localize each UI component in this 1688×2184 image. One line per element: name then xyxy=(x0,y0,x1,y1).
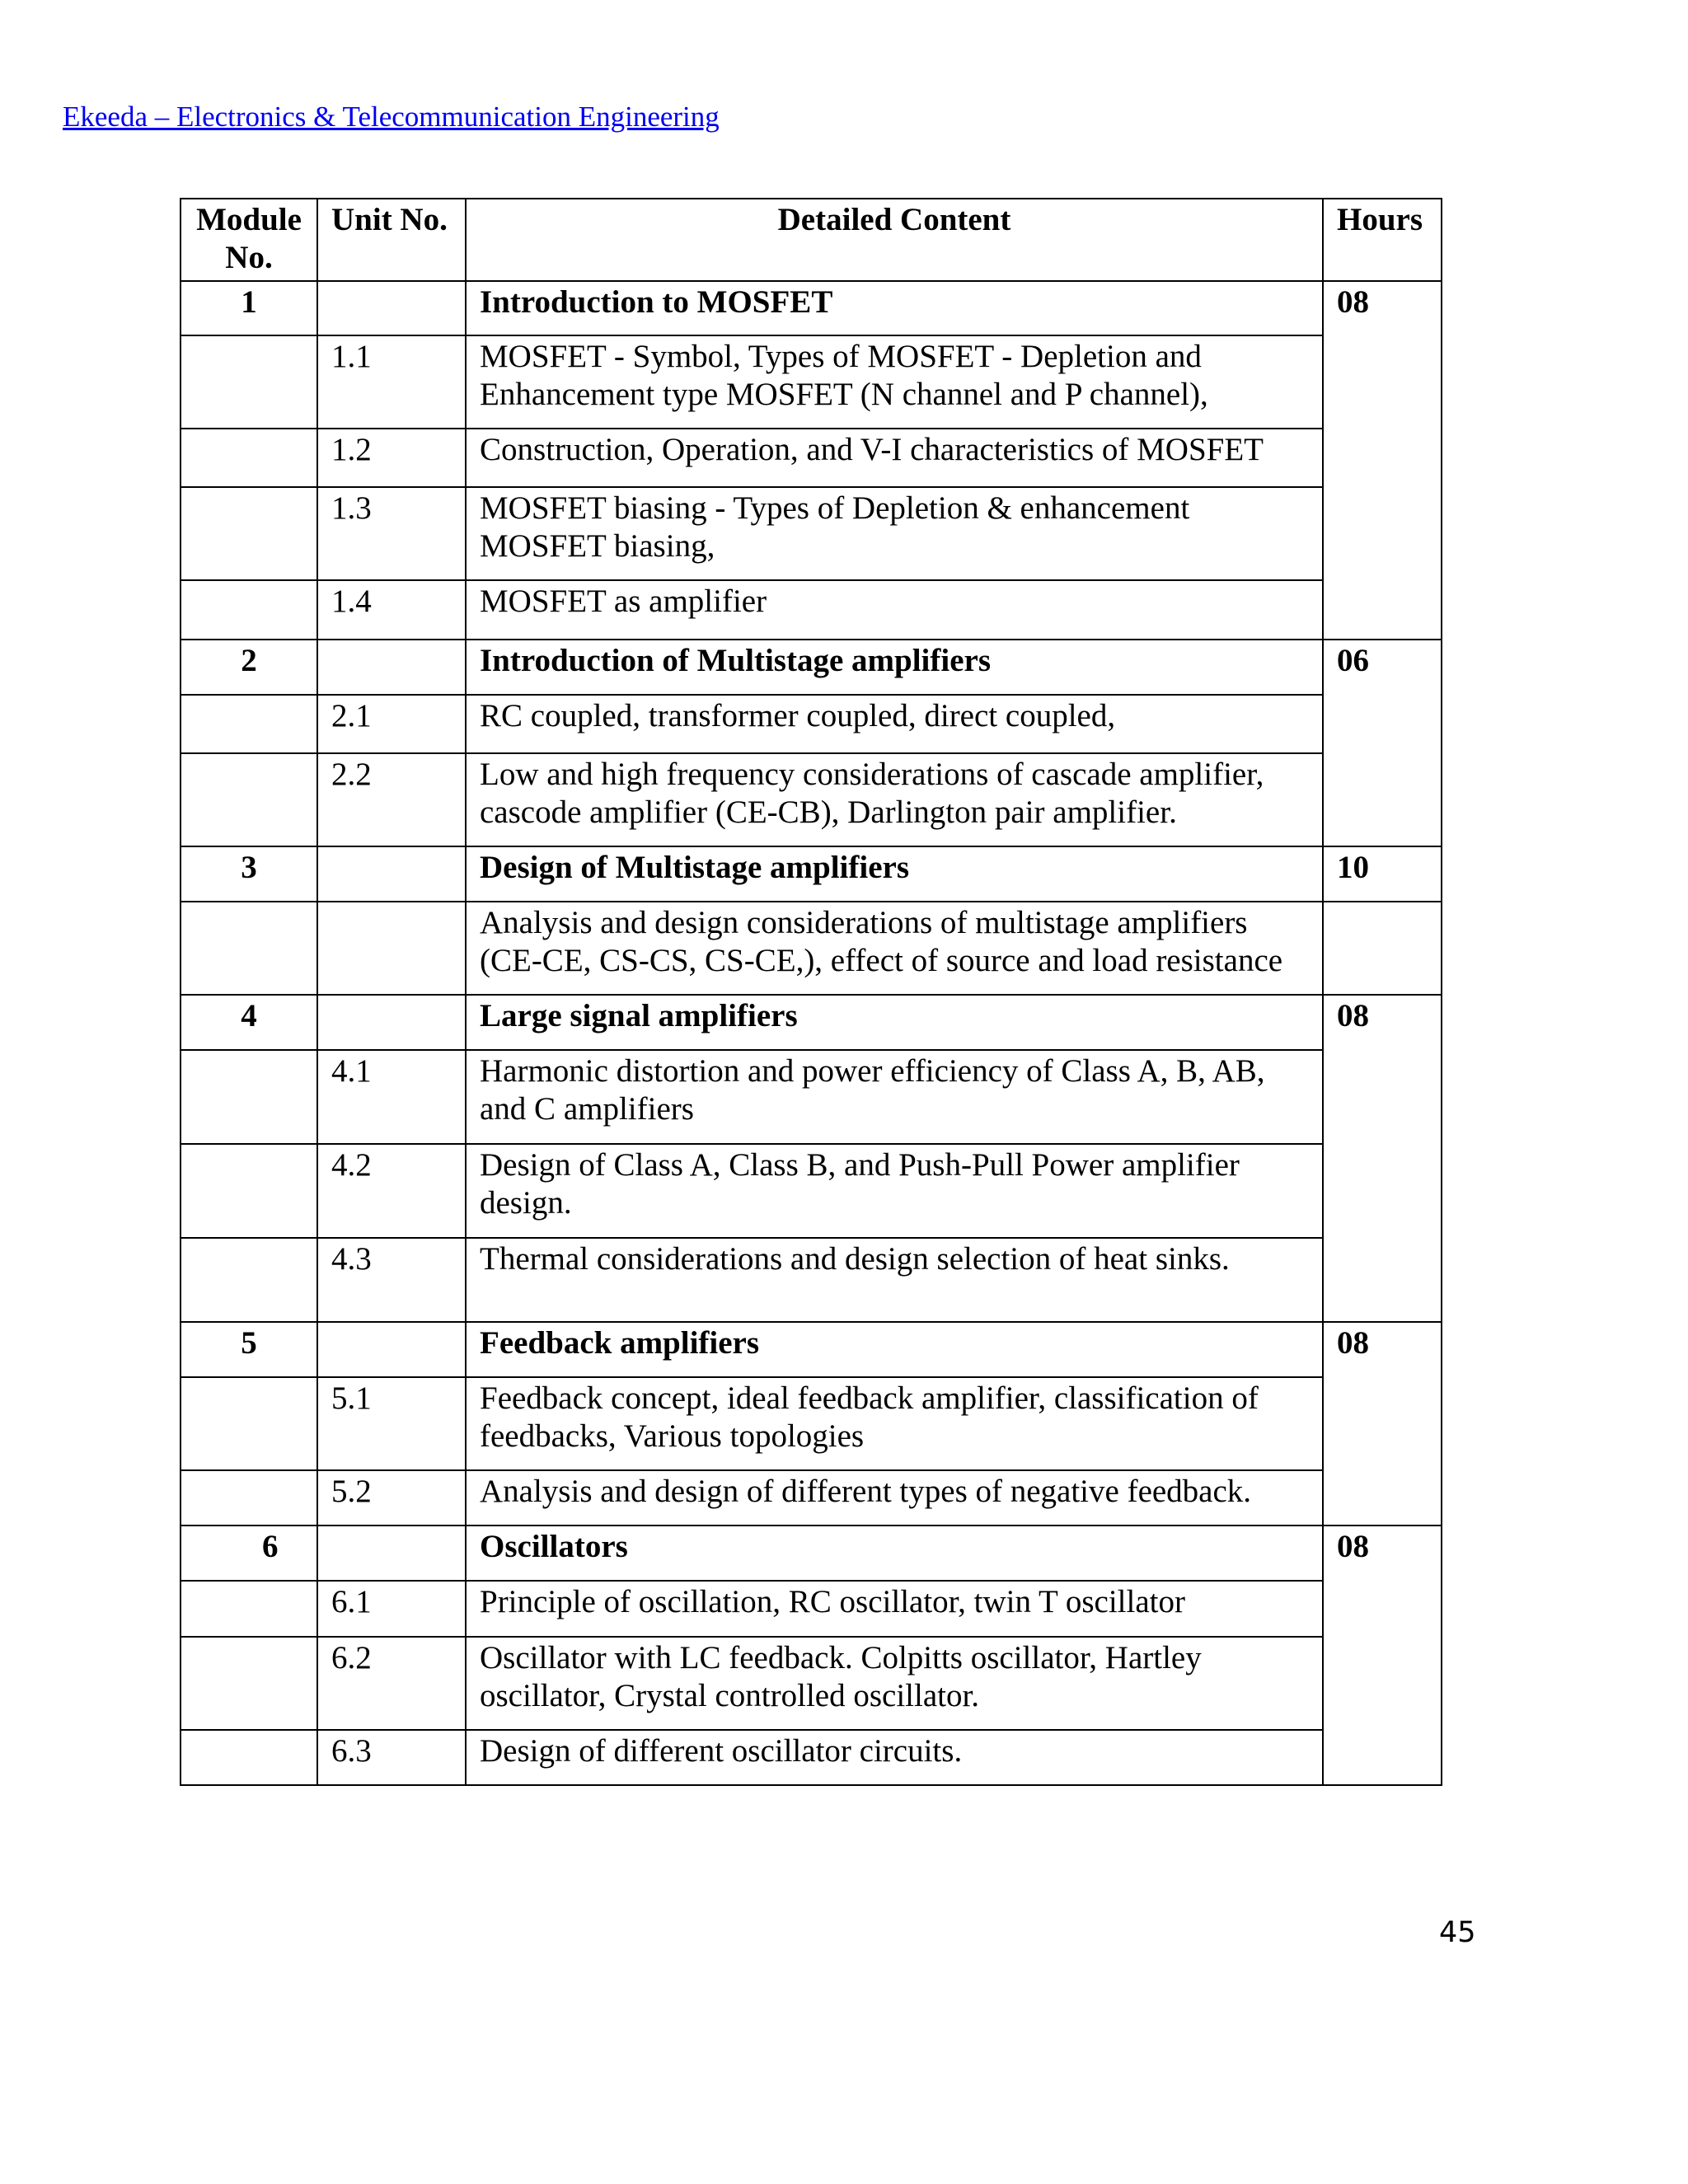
module-title: Large signal amplifiers xyxy=(466,995,1323,1050)
unit-row xyxy=(181,1238,1442,1322)
unit-number: 5.1 xyxy=(317,1377,466,1470)
unit-number: 4.3 xyxy=(317,1238,466,1322)
unit-number: 6.2 xyxy=(317,1637,466,1730)
module-hours: 08 xyxy=(1323,1526,1442,1785)
module-number xyxy=(181,1637,317,1730)
module-number: 3 xyxy=(181,846,317,902)
header-hours: Hours xyxy=(1323,199,1442,281)
unit-row xyxy=(181,1581,1442,1637)
module-hours: 10 xyxy=(1323,846,1442,902)
module-title: Feedback amplifiers xyxy=(466,1322,1323,1377)
unit-content: RC coupled, transformer coupled, direct coupled, xyxy=(466,695,1323,753)
unit-content: Analysis and design of different types of negative feedback. xyxy=(466,1470,1323,1526)
unit-row xyxy=(181,695,1442,753)
unit-content: Thermal considerations and design selection of heat sinks. xyxy=(466,1238,1323,1322)
unit-number: 6.1 xyxy=(317,1581,466,1637)
unit-number: 5.2 xyxy=(317,1470,466,1526)
module-hours: 08 xyxy=(1323,995,1442,1322)
unit-content: MOSFET as amplifier xyxy=(466,580,1323,640)
unit-row xyxy=(181,580,1442,640)
unit-content: Feedback concept, ideal feedback amplifier, classification of feedbacks, Various topologies xyxy=(466,1377,1323,1470)
unit-number xyxy=(317,846,466,902)
module-row xyxy=(181,995,1442,1050)
module-title: Oscillators xyxy=(466,1526,1323,1581)
module-number xyxy=(181,1581,317,1637)
module-number xyxy=(181,335,317,429)
module-number xyxy=(181,1470,317,1526)
unit-content: Harmonic distortion and power efficiency of Class A, B, AB, and C amplifiers xyxy=(466,1050,1323,1144)
unit-number: 4.1 xyxy=(317,1050,466,1144)
header-module-no: Module No. xyxy=(181,199,317,281)
unit-row xyxy=(181,1470,1442,1526)
unit-content: Design of different oscillator circuits. xyxy=(466,1730,1323,1785)
unit-number xyxy=(317,281,466,335)
unit-row xyxy=(181,1144,1442,1238)
unit-number xyxy=(317,1526,466,1581)
module-row xyxy=(181,1526,1442,1581)
module-number: 6 xyxy=(181,1526,317,1581)
unit-row xyxy=(181,902,1442,995)
unit-content: MOSFET - Symbol, Types of MOSFET - Depletion and Enhancement type MOSFET (N channel and P channel), xyxy=(466,335,1323,429)
unit-number xyxy=(317,1322,466,1377)
unit-row xyxy=(181,1050,1442,1144)
page-number: 45 xyxy=(1439,1916,1476,1949)
unit-number: 6.3 xyxy=(317,1730,466,1785)
unit-number xyxy=(317,995,466,1050)
module-number xyxy=(181,1050,317,1144)
unit-content: Design of Class A, Class B, and Push-Pull Power amplifier design. xyxy=(466,1144,1323,1238)
unit-row xyxy=(181,753,1442,846)
module-title: Design of Multistage amplifiers xyxy=(466,846,1323,902)
unit-number xyxy=(317,902,466,995)
unit-row xyxy=(181,1637,1442,1730)
module-row xyxy=(181,640,1442,695)
module-number xyxy=(181,429,317,487)
unit-number: 1.3 xyxy=(317,487,466,580)
module-row xyxy=(181,1322,1442,1377)
unit-number xyxy=(317,640,466,695)
module-number: 5 xyxy=(181,1322,317,1377)
module-number xyxy=(181,580,317,640)
unit-content: Construction, Operation, and V-I characteristics of MOSFET xyxy=(466,429,1323,487)
module-number xyxy=(181,753,317,846)
module-title: Introduction to MOSFET xyxy=(466,281,1323,335)
module-number: 4 xyxy=(181,995,317,1050)
ekeeda-header-link[interactable]: Ekeeda – Electronics & Telecommunication Engineering xyxy=(63,101,720,133)
module-number xyxy=(181,1730,317,1785)
unit-row xyxy=(181,1377,1442,1470)
unit-number: 1.2 xyxy=(317,429,466,487)
unit-row xyxy=(181,1730,1442,1785)
unit-number: 2.2 xyxy=(317,753,466,846)
unit-number: 1.4 xyxy=(317,580,466,640)
unit-row xyxy=(181,487,1442,580)
module-hours: 06 xyxy=(1323,640,1442,846)
unit-content: Analysis and design considerations of multistage amplifiers (CE-CE, CS-CS, CS-CE,), effect of source and load resistance xyxy=(466,902,1323,995)
module-number: 2 xyxy=(181,640,317,695)
module-title: Introduction of Multistage amplifiers xyxy=(466,640,1323,695)
unit-row xyxy=(181,335,1442,429)
header-unit-no: Unit No. xyxy=(317,199,466,281)
unit-number: 4.2 xyxy=(317,1144,466,1238)
unit-number: 2.1 xyxy=(317,695,466,753)
unit-content: Low and high frequency considerations of cascade amplifier, cascode amplifier (CE-CB), Darlington pair amplifier. xyxy=(466,753,1323,846)
syllabus-table xyxy=(180,198,1442,1786)
unit-row xyxy=(181,429,1442,487)
unit-number: 1.1 xyxy=(317,335,466,429)
module-number xyxy=(181,902,317,995)
module-number xyxy=(181,1238,317,1322)
module-hours: 08 xyxy=(1323,1322,1442,1526)
header-detailed-content: Detailed Content xyxy=(466,199,1323,281)
unit-content: MOSFET biasing - Types of Depletion & enhancement MOSFET biasing, xyxy=(466,487,1323,580)
module-row xyxy=(181,281,1442,335)
unit-content: Principle of oscillation, RC oscillator, twin T oscillator xyxy=(466,1581,1323,1637)
module-number xyxy=(181,487,317,580)
module-number xyxy=(181,1144,317,1238)
module-hours: 08 xyxy=(1323,281,1442,640)
module-row xyxy=(181,846,1442,902)
module-number xyxy=(181,1377,317,1470)
module-hours xyxy=(1323,902,1442,995)
module-number xyxy=(181,695,317,753)
unit-content: Oscillator with LC feedback. Colpitts oscillator, Hartley oscillator, Crystal controlled oscillator. xyxy=(466,1637,1323,1730)
module-number: 1 xyxy=(181,281,317,335)
table-header-row xyxy=(181,199,1442,281)
